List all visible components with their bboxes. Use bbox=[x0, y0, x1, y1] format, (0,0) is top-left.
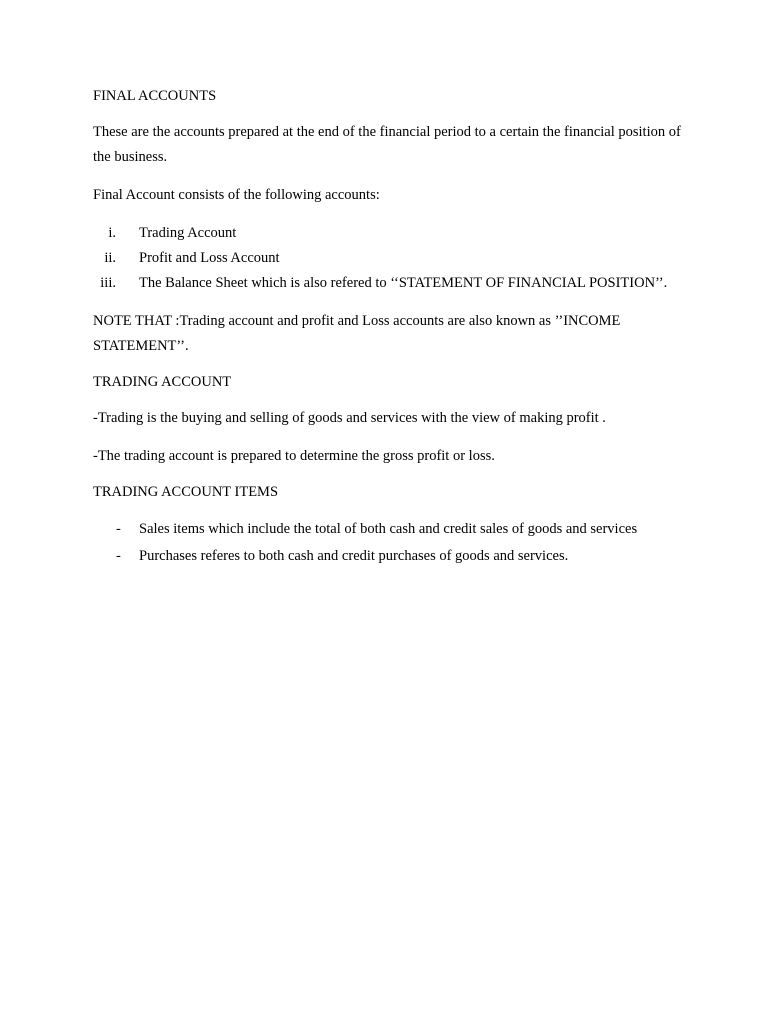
list-item-text: Sales items which include the total of both cash and credit sales of goods and services bbox=[139, 521, 638, 537]
list-item bbox=[93, 516, 693, 543]
list-marker: ii. bbox=[104, 250, 116, 266]
list-item-text: The Balance Sheet which is also refered to ‘‘STATEMENT OF FINANCIAL POSITION’’. bbox=[139, 275, 668, 291]
consists-paragraph: Final Account consists of the following accounts: bbox=[93, 187, 380, 203]
list-item bbox=[93, 246, 693, 271]
list-marker: i. bbox=[108, 225, 116, 241]
list-marker: - bbox=[116, 521, 121, 537]
list-item bbox=[93, 271, 693, 296]
note-paragraph: NOTE THAT :Trading account and profit and Loss accounts are also known as ’’INCOME STATEMENT’’. bbox=[93, 313, 621, 354]
trading-items-list bbox=[93, 516, 693, 570]
list-marker: iii. bbox=[100, 275, 116, 291]
list-item-text: Purchases referes to both cash and credit purchases of goods and services. bbox=[139, 548, 569, 564]
document-body bbox=[93, 86, 693, 570]
trading-purpose-paragraph: -The trading account is prepared to determine the gross profit or loss. bbox=[93, 448, 495, 464]
trading-account-heading: TRADING ACCOUNT bbox=[93, 374, 232, 390]
list-item bbox=[93, 543, 693, 570]
document-title: FINAL ACCOUNTS bbox=[93, 88, 217, 104]
list-item-text: Profit and Loss Account bbox=[139, 250, 280, 266]
trading-definition-paragraph: -Trading is the buying and selling of goods and services with the view of making profit . bbox=[93, 410, 606, 426]
trading-items-heading: TRADING ACCOUNT ITEMS bbox=[93, 484, 279, 500]
accounts-list bbox=[93, 221, 693, 296]
intro-paragraph: These are the accounts prepared at the end of the financial period to a certain the financial position of the business. bbox=[93, 124, 681, 165]
list-item bbox=[93, 221, 693, 246]
list-marker: - bbox=[116, 548, 121, 564]
list-item-text: Trading Account bbox=[139, 225, 237, 241]
